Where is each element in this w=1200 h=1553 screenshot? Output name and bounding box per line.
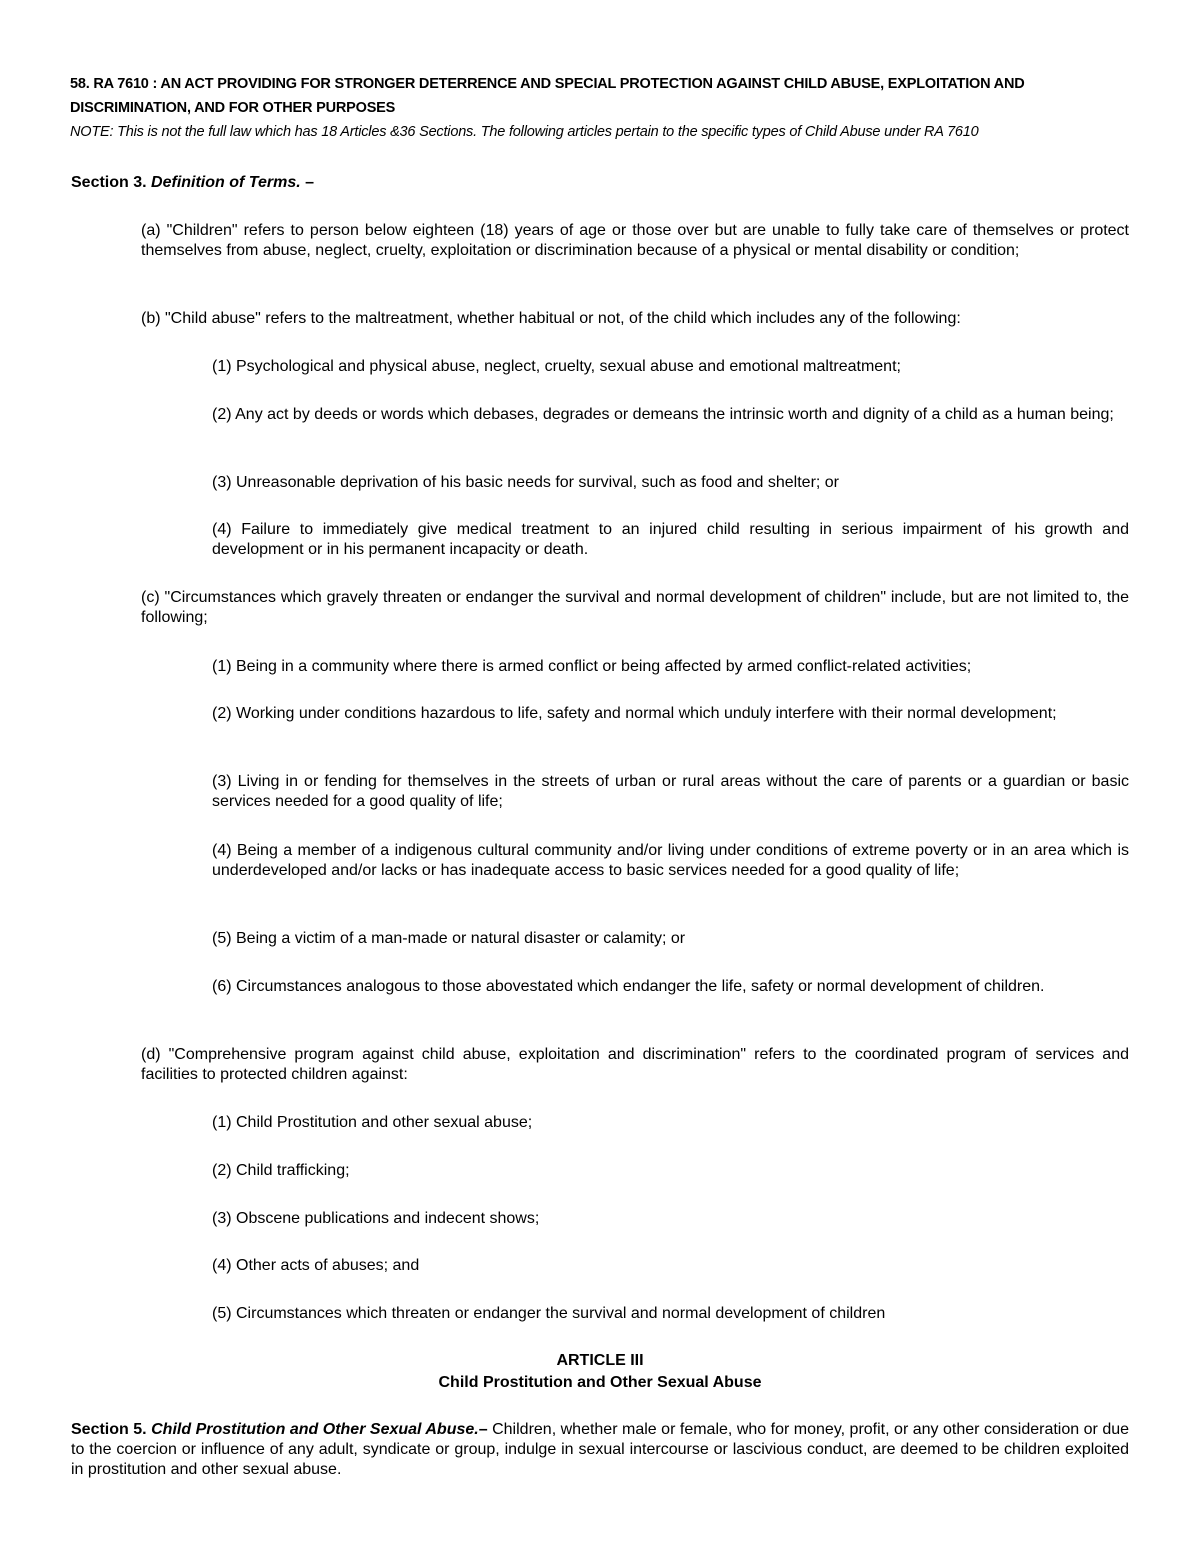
section-3-heading (71, 173, 314, 193)
article-heading: ARTICLE III (556, 1352, 644, 1369)
section-5-title: Child Prostitution and Other Sexual Abuse. (151, 1421, 479, 1438)
child-abuse-item-4: (4) Failure to immediately give medical treatment to an injured child resulting in serious impairment of his growth and development or in his permanent incapacity or death. (212, 521, 1129, 558)
article-subheading: Child Prostitution and Other Sexual Abuse (438, 1374, 762, 1391)
child-abuse-item-3: (3) Unreasonable deprivation of his basic needs for survival, such as food and shelter; or (212, 474, 840, 491)
section-3-title: Definition of Terms. (151, 174, 301, 191)
section-3-label: Section 3. (71, 174, 147, 191)
section-3-dash: – (305, 174, 315, 191)
definition-d: (d) "Comprehensive program against child abuse, exploitation and discrimination" refers to the coordinated program of services and facilities to protected children against: (141, 1046, 1129, 1083)
section-5-text: Children, whether male or female, who for money, profit, or any other consideration or due to the coercion or influence of any adult, syndicate or group, indulge in sexual intercourse or lascivious conduct, are deemed to be children exploited in prostitution and other sexual abuse. (71, 1421, 1130, 1478)
circumstance-item-3: (3) Living in or fending for themselves in the streets of urban or rural areas without the care of parents or a guardian or basic services needed for a good quality of life; (212, 773, 1129, 810)
document-title: 58. RA 7610 : AN ACT PROVIDING FOR STRONGER DETERRENCE AND SPECIAL PROTECTION AGAINST CHILD ABUSE, EXPLOITATION AND DISCRIMINATION, AND FOR OTHER PURPOSES (70, 76, 1025, 116)
definition-b: (b) "Child abuse" refers to the maltreatment, whether habitual or not, of the child which includes any of the following: (141, 310, 961, 327)
circumstance-item-1: (1) Being in a community where there is armed conflict or being affected by armed conflict-related activities; (212, 658, 972, 675)
section-5-paragraph (71, 1420, 1129, 1480)
program-item-4: (4) Other acts of abuses; and (212, 1257, 420, 1274)
circumstance-item-4: (4) Being a member of a indigenous cultural community and/or living under conditions of extreme poverty or in an area which is underdeveloped and/or lacks or has inadequate access to basic services needed for a good quality of life; (212, 842, 1129, 879)
program-item-1: (1) Child Prostitution and other sexual abuse; (212, 1114, 533, 1131)
program-item-5: (5) Circumstances which threaten or endanger the survival and normal development of children (212, 1305, 886, 1322)
section-5-dash: – (478, 1421, 488, 1438)
child-abuse-item-1: (1) Psychological and physical abuse, neglect, cruelty, sexual abuse and emotional maltreatment; (212, 358, 901, 375)
section-5-label: Section 5. (71, 1421, 147, 1438)
program-item-2: (2) Child trafficking; (212, 1162, 350, 1179)
document-note: NOTE: This is not the full law which has 18 Articles &36 Sections. The following articles pertain to the specific types of Child Abuse under RA 7610 (70, 124, 979, 140)
program-item-3: (3) Obscene publications and indecent shows; (212, 1210, 540, 1227)
circumstance-item-2: (2) Working under conditions hazardous to life, safety and normal which unduly interfere with their normal development; (212, 705, 1057, 722)
definition-a: (a) "Children" refers to person below eighteen (18) years of age or those over but are unable to fully take care of themselves or protect themselves from abuse, neglect, cruelty, exploitation or discrimination because of a physical or mental disability or condition; (141, 222, 1129, 259)
child-abuse-item-2: (2) Any act by deeds or words which debases, degrades or demeans the intrinsic worth and dignity of a child as a human being; (212, 406, 1114, 423)
definition-c: (c) "Circumstances which gravely threaten or endanger the survival and normal development of children" include, but are not limited to, the following; (141, 589, 1129, 626)
circumstance-item-5: (5) Being a victim of a man-made or natural disaster or calamity; or (212, 930, 686, 947)
circumstance-item-6: (6) Circumstances analogous to those abovestated which endanger the life, safety or normal development of children. (212, 978, 1045, 995)
